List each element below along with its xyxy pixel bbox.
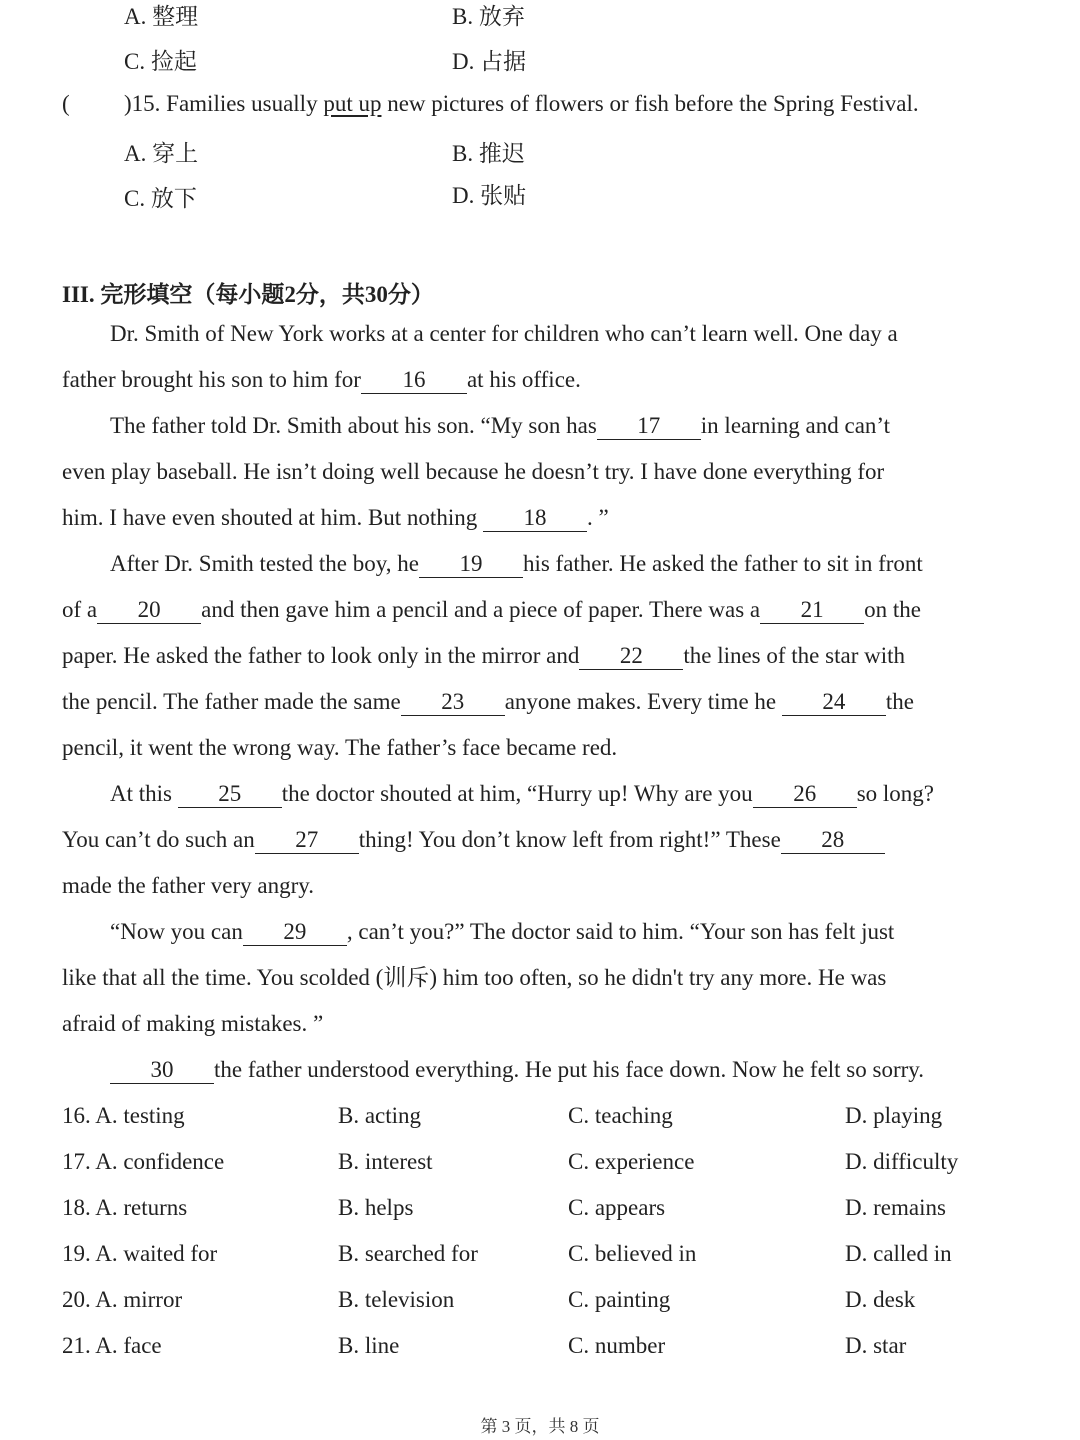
q15-paren: (: [62, 91, 70, 116]
passage-line: even play baseball. He isn’t doing well because he doesn’t try. I have done everything for: [62, 459, 885, 484]
q15-pre: )15. Families usually: [124, 91, 324, 116]
q15-underlined-phrase: put up: [323, 91, 382, 116]
choice-19-c: C. believed in: [568, 1241, 697, 1266]
page-footer: 第 3 页，共 8 页: [480, 1417, 600, 1436]
passage-line: pencil, it went the wrong way. The father’s face became red.: [62, 735, 618, 760]
section-roman: III.: [62, 282, 95, 307]
choice-19-b: B. searched for: [338, 1241, 478, 1266]
passage-line: At this 25 the doctor shouted at him, “Hurry up! Why are you 26 so long?: [110, 781, 934, 806]
choice-20-b: B. television: [338, 1287, 455, 1312]
choice-17-b: B. interest: [338, 1149, 433, 1174]
blank-16: 16: [361, 367, 467, 394]
blank-23: 23: [401, 689, 505, 716]
choice-18-a: 18. A. returns: [62, 1195, 188, 1220]
blank-30: 30: [110, 1057, 214, 1084]
section-heading: [62, 276, 434, 309]
choice-21-d: D. star: [845, 1333, 907, 1358]
passage-line: You can’t do such an 27 thing! You don’t know left from right!” These 28: [62, 825, 885, 855]
blank-19: 19: [419, 551, 523, 578]
q15-option-b: B. 推迟: [452, 141, 525, 166]
section-title: 完形填空（每小题2分，共30分）: [100, 282, 434, 307]
prev-option-c: C. 捡起: [124, 49, 197, 74]
q15-option-a: A. 穿上: [124, 141, 199, 166]
passage-line: “Now you can 29 , can’t you?” The doctor said to him. “Your son has felt just: [110, 919, 895, 944]
q15-option-d: D. 张贴: [452, 183, 527, 208]
passage-line: paper. He asked the father to look only in the mirror and 22 the lines of the star with: [62, 643, 905, 668]
blank-26: 26: [753, 781, 857, 808]
q15-post: new pictures of flowers or fish before the Spring Festival.: [381, 91, 919, 116]
choice-18-d: D. remains: [845, 1195, 946, 1220]
passage-line: 30 the father understood everything. He put his face down. Now he felt so sorry.: [110, 1055, 924, 1085]
passage-line: The father told Dr. Smith about his son. “My son has 17 in learning and can’t: [110, 413, 891, 438]
passage-line: like that all the time. You scolded (训斥) him too often, so he didn't try any more. He was: [62, 965, 887, 990]
q15-stem: [124, 89, 919, 119]
blank-28: 28: [781, 827, 885, 854]
choice-16-d: D. playing: [845, 1103, 943, 1128]
blank-27: 27: [255, 827, 359, 854]
choice-21-a: 21. A. face: [62, 1333, 162, 1358]
choice-20-c: C. painting: [568, 1287, 671, 1312]
q15-option-c: C. 放下: [124, 186, 197, 211]
choice-17-a: 17. A. confidence: [62, 1149, 225, 1174]
passage-line: father brought his son to him for 16 at his office.: [62, 367, 581, 392]
choice-18-c: C. appears: [568, 1195, 666, 1220]
prev-option-a: A. 整理: [124, 4, 199, 29]
blank-29: 29: [243, 919, 347, 946]
blank-22: 22: [579, 643, 683, 670]
choice-20-a: 20. A. mirror: [62, 1287, 183, 1312]
blank-18: 18: [483, 505, 587, 532]
choice-17-c: C. experience: [568, 1149, 695, 1174]
choice-16-c: C. teaching: [568, 1103, 673, 1128]
blank-24: 24: [782, 689, 886, 716]
choice-21-c: C. number: [568, 1333, 666, 1358]
choice-19-a: 19. A. waited for: [62, 1241, 218, 1266]
blank-20: 20: [97, 597, 201, 624]
choice-21-b: B. line: [338, 1333, 400, 1358]
blank-21: 21: [760, 597, 864, 624]
passage-line: Dr. Smith of New York works at a center for children who can’t learn well. One day a: [110, 321, 898, 346]
choice-19-d: D. called in: [845, 1241, 952, 1266]
blank-25: 25: [178, 781, 282, 808]
choice-20-d: D. desk: [845, 1287, 916, 1312]
passage-line: the pencil. The father made the same 23 anyone makes. Every time he 24 the: [62, 689, 914, 714]
choice-16-a: 16. A. testing: [62, 1103, 185, 1128]
prev-option-d: D. 占据: [452, 49, 527, 74]
blank-17: 17: [597, 413, 701, 440]
choice-18-b: B. helps: [338, 1195, 414, 1220]
choice-16-b: B. acting: [338, 1103, 422, 1128]
passage-line: him. I have even shouted at him. But nothing 18 . ”: [62, 505, 609, 530]
passage-line: afraid of making mistakes. ”: [62, 1011, 324, 1036]
choice-17-d: D. difficulty: [845, 1149, 959, 1174]
prev-option-b: B. 放弃: [452, 4, 525, 29]
passage-line: of a 20 and then gave him a pencil and a piece of paper. There was a 21 on the: [62, 597, 921, 622]
passage-line: made the father very angry.: [62, 873, 315, 898]
passage-line: After Dr. Smith tested the boy, he 19 his father. He asked the father to sit in front: [110, 551, 923, 576]
